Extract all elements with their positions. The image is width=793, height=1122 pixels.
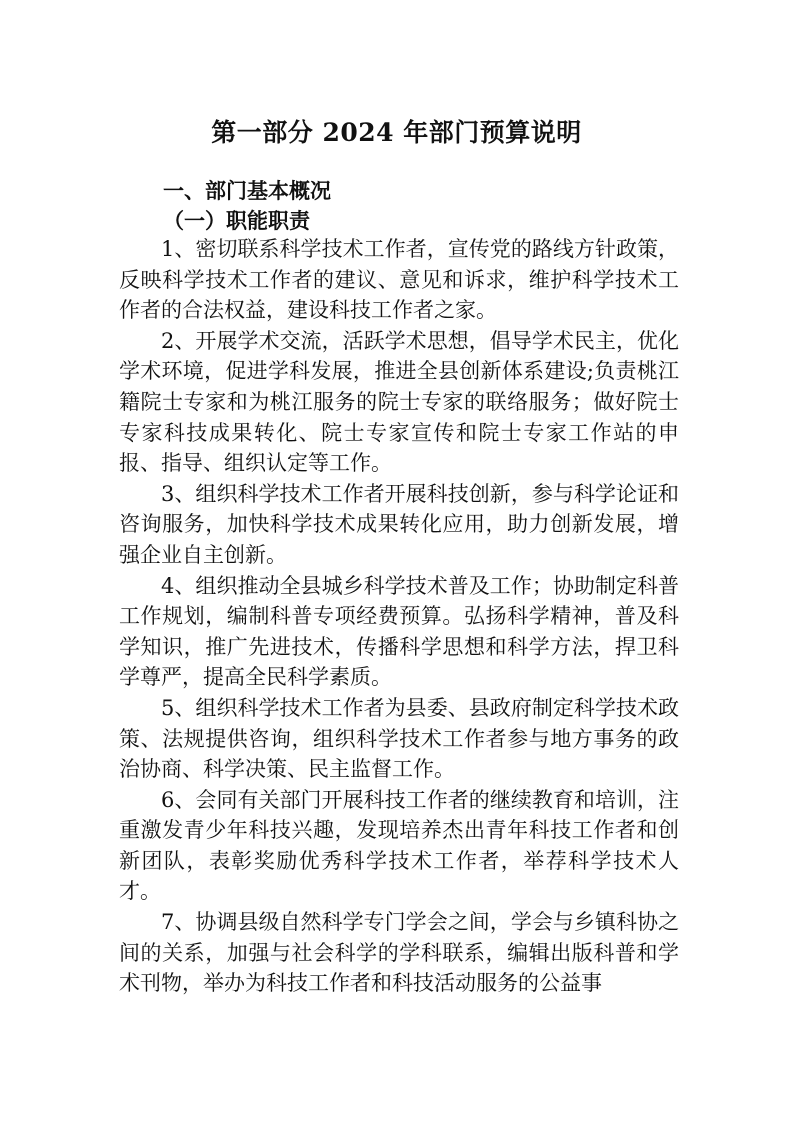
paragraph-3: 3、组织科学技术工作者开展科技创新，参与科学论证和咨询服务，加快科学技术成果转化应用，助力创新发展，增强企业自主创新。 — [119, 481, 679, 567]
paragraph-4: 4、组织推动全县城乡科学技术普及工作；协助制定科普工作规划，编制科普专项经费预算。弘扬科学精神，普及科学知识，推广先进技术，传播科学思想和科学方法，捍卫科学尊严，提高全民科学素质。 — [119, 573, 679, 690]
paragraph-5: 5、组织科学技术工作者为县委、县政府制定科学技术政策、法规提供咨询，组织科学技术工作者参与地方事务的政治协商、科学决策、民主监督工作。 — [119, 695, 679, 782]
body-text — [119, 234, 679, 999]
page-title: 第一部分 2024 年部门预算说明 — [211, 118, 582, 147]
paragraph-1: 1、密切联系科学技术工作者，宣传党的路线方针政策，反映科学技术工作者的建议、意见和诉求，维护科学技术工作者的合法权益，建设科技工作者之家。 — [119, 237, 679, 323]
section-heading: 一、部门基本概况 — [163, 178, 331, 203]
subsection-heading: （一）职能职责 — [163, 208, 310, 233]
paragraph-6: 6、会同有关部门开展科技工作者的继续教育和培训，注重激发青少年科技兴趣，发现培养杰出青年科技工作者和创新团队，表彰奖励优秀科学技术工作者，举荐科学技术人才。 — [119, 787, 679, 904]
paragraph-2: 2、开展学术交流，活跃学术思想，倡导学术民主，优化学术环境，促进学科发展，推进全县创新体系建设;负责桃江籍院士专家和为桃江服务的院士专家的联络服务；做好院士专家科技成果转化、院士专家宣传和院士专家工作站的申报、指导、组织认定等工作。 — [119, 328, 679, 476]
paragraph-7: 7、协调县级自然科学专门学会之间，学会与乡镇科协之间的关系，加强与社会科学的学科联系，编辑出版科普和学术刊物，举办为科技工作者和科技活动服务的公益事 — [119, 910, 679, 996]
